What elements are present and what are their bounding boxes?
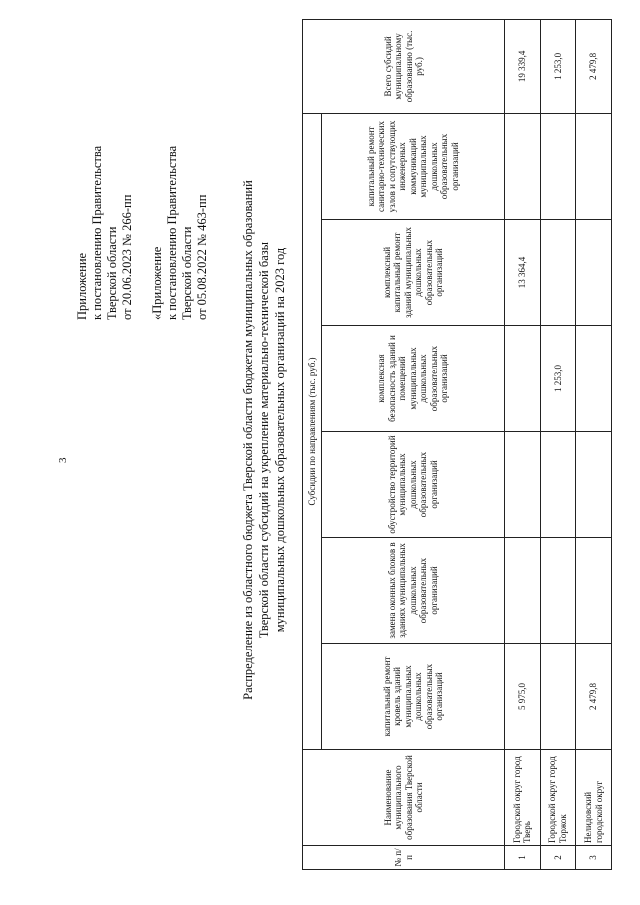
header-roof-repair: капитальный ремонт кровель зданий муниципальных дошкольных образовательных организаций <box>322 644 505 750</box>
cell-window-replacement <box>540 538 576 644</box>
header-window-replacement: замена оконных блоков в зданиях муниципальных дошкольных образовательных организаций <box>322 538 505 644</box>
cell-safety: 1 253,0 <box>540 326 576 432</box>
row-num: 3 <box>576 846 612 870</box>
header-safety: комплексная безопасность зданий и помещений муниципальных дошкольных образовательных организаций <box>322 326 505 432</box>
cell-total: 2 479,8 <box>576 19 612 113</box>
row-name: Городской округ город Тверь <box>505 750 541 846</box>
header-complex-repair: комплексный капитальный ремонт зданий муниципальных дошкольных образовательных организаций <box>322 220 505 326</box>
header-num: № п/п <box>303 846 505 870</box>
header-territory: обустройство территорий муниципальных дошкольных образовательных организаций <box>322 432 505 538</box>
cell-territory <box>576 432 612 538</box>
document-title <box>240 20 288 860</box>
appendix-header: Приложение к постановлению Правительства Тверской области от 20.06.2023 № 266-пп <box>75 145 134 320</box>
title-line-2: Тверской области субсидий на укрепление материально-технической базы <box>257 241 271 639</box>
cell-complex-repair <box>576 220 612 326</box>
cell-roof-repair <box>540 644 576 750</box>
cell-roof-repair: 5 975,0 <box>505 644 541 750</box>
cell-complex-repair: 13 364,4 <box>505 220 541 326</box>
cell-total: 1 253,0 <box>540 19 576 113</box>
cell-window-replacement <box>505 538 541 644</box>
title-line-3: муниципальных дошкольных образовательных организаций на 2023 год <box>273 247 287 633</box>
cell-window-replacement <box>576 538 612 644</box>
cell-sanitary-repair <box>576 113 612 219</box>
cell-roof-repair: 2 479,8 <box>576 644 612 750</box>
row-name: Нелидовский городской округ <box>576 750 612 846</box>
appendix-original-header: «Приложение к постановлению Правительства Тверской области от 05.08.2022 № 463-пп <box>150 145 209 320</box>
cell-sanitary-repair <box>540 113 576 219</box>
table-row <box>540 19 576 869</box>
row-num: 1 <box>505 846 541 870</box>
table-row <box>576 19 612 869</box>
cell-sanitary-repair <box>505 113 541 219</box>
page-number: 3 <box>57 457 69 463</box>
cell-complex-repair <box>540 220 576 326</box>
cell-safety <box>576 326 612 432</box>
row-name: Городской округ город Торжок <box>540 750 576 846</box>
title-line-1: Распределение из областного бюджета Тверской области бюджетам муниципальных образований <box>241 180 255 700</box>
cell-territory <box>505 432 541 538</box>
row-num: 2 <box>540 846 576 870</box>
header-sanitary-repair: капитальный ремонт санитарно-технических узлов и сопутствующих инженерных коммуникаций муниципальных дошкольных образовательных организаций <box>322 113 505 219</box>
subsidy-table <box>302 19 612 870</box>
header-subsidy-group: Субсидии по направлениям (тыс. руб.) <box>303 113 322 749</box>
rotated-content <box>40 0 630 880</box>
header-name: Наименование муниципального образования Тверской области <box>303 750 505 846</box>
cell-total: 19 339,4 <box>505 19 541 113</box>
cell-safety <box>505 326 541 432</box>
cell-territory <box>540 432 576 538</box>
table-row <box>505 19 541 869</box>
header-total: Всего субсидий муниципальному образованию (тыс. руб.) <box>303 19 505 113</box>
